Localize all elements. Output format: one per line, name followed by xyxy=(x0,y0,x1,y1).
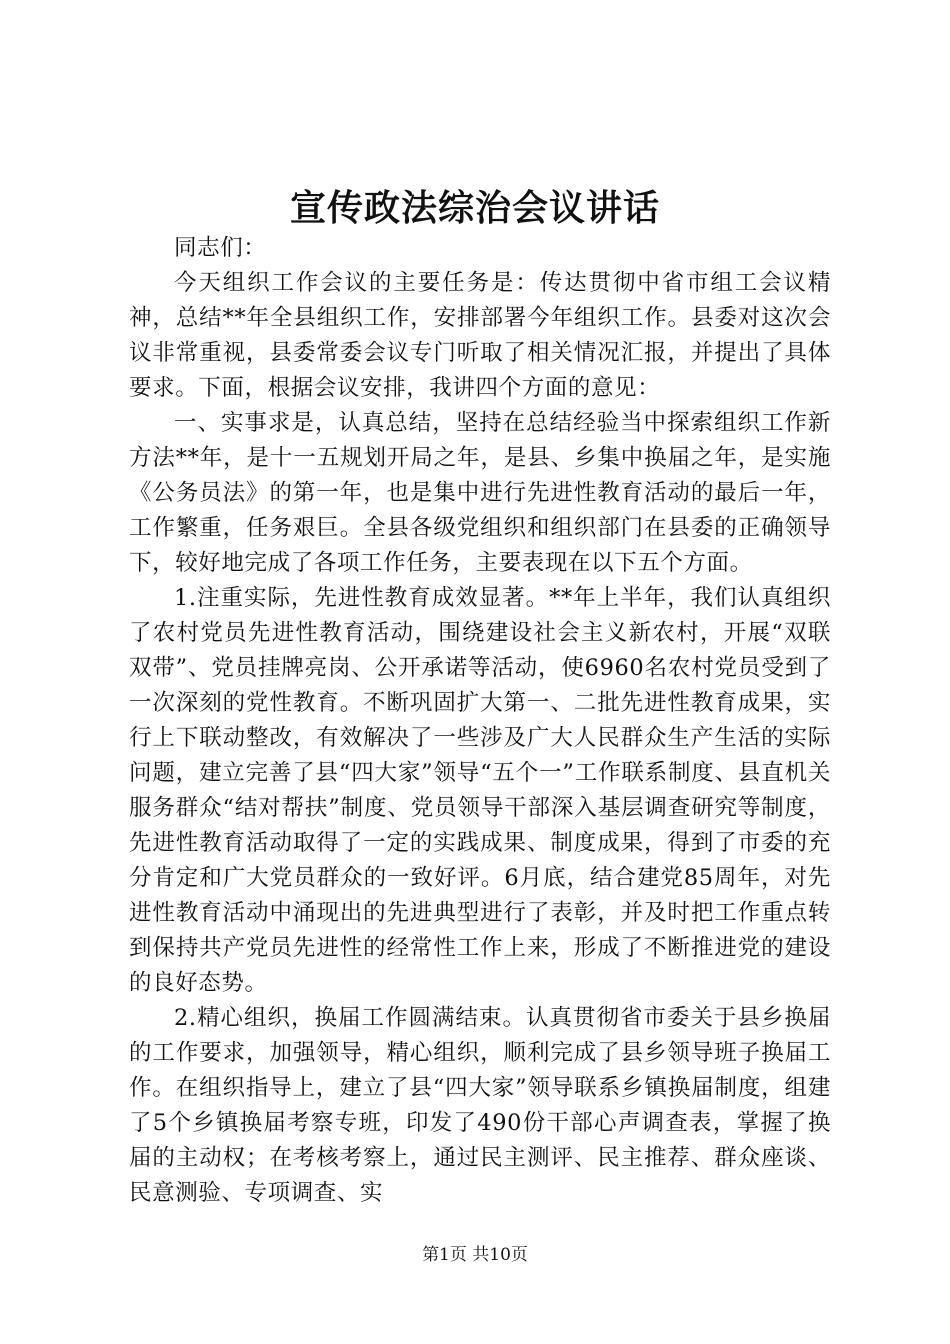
document-title: 宣传政法综治会议讲话 xyxy=(289,187,660,229)
point-one-paragraph: 1.注重实际，先进性教育成效显著。**年上半年，我们认真组织了农村党员先进性教育活动，围绕建设社会主义新农村，开展“双联双带”、党员挂牌亮岗、公开承诺等活动，使6960名农村党员受到了一次深刻的党性教育。不断巩固扩大第一、二批先进性教育成果，实行上下联动整改，有效解决了一些涉及广大人民群众生产生活的实际问题，建立完善了县“四大家”领导“五个一”工作联系制度、县直机关服务群众“结对帮扶”制度、党员领导干部深入基层调查研究等制度，先进性教育活动取得了一定的实践成果、制度成果，得到了市委的充分肯定和广大党员群众的一致好评。6月底，结合建党85周年，对先进性教育活动中涌现出的先进典型进行了表彰，并及时把工作重点转到保持共产党员先进性的经常性工作上来，形成了不断推进党的建设的良好态势。 xyxy=(129,585,831,996)
point-two-paragraph: 2.精心组织，换届工作圆满结束。认真贯彻省市委关于县乡换届的工作要求，加强领导，精心组织，顺利完成了县乡领导班子换届工作。在组织指导上，建立了县“四大家”领导联系乡镇换届制度，组建了5个乡镇换届考察专班，印发了490份干部心声调查表，掌握了换届的主动权；在考核考察上，通过民主测评、民主推荐、群众座谈、民意测验、专项调查、实 xyxy=(129,1005,831,1206)
salutation-paragraph: 同志们： xyxy=(174,235,267,261)
page-number-footer: 第1页 共10页 xyxy=(422,1245,528,1265)
document-body xyxy=(129,231,831,1211)
section-one-paragraph: 一、实事求是，认真总结，坚持在总结经验当中探索组织工作新方法**年，是十一五规划开局之年，是县、乡集中换届之年，是实施《公务员法》的第一年，也是集中进行先进性教育活动的最后一年，工作繁重，任务艰巨。全县各级党组织和组织部门在县委的正确领导下，较好地完成了各项工作任务，主要表现在以下五个方面。 xyxy=(129,410,831,576)
intro-paragraph: 今天组织工作会议的主要任务是：传达贯彻中省市组工会议精神，总结**年全县组织工作，安排部署今年组织工作。县委对这次会议非常重视，县委常委会议专门听取了相关情况汇报，并提出了具体要求。下面，根据会议安排，我讲四个方面的意见： xyxy=(129,270,831,401)
